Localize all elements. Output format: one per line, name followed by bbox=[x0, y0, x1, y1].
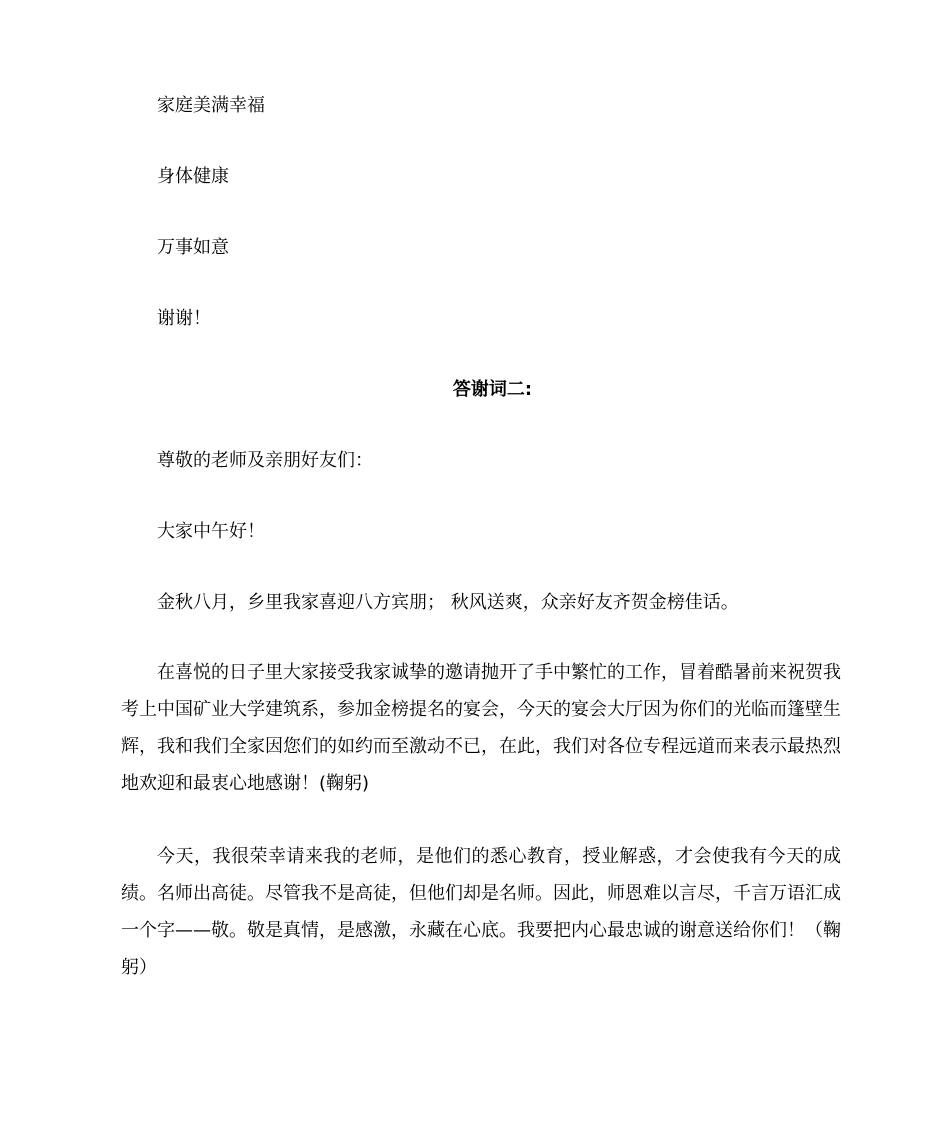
section-heading: 答谢词二: bbox=[452, 379, 533, 400]
closing-line-thanks: 谢谢！ bbox=[157, 308, 211, 329]
teacher-thanks-paragraph: 今天，我很荣幸请来我的老师，是他们的悉心教育，授业解惑，才会使我有今天的成绩。名师出高徒。尽管我不是高徒，但他们却是名师。因此，师恩难以言尽，千言万语汇成一个字——敬。敬是真情，是感激，永藏在心底。我要把内心最忠诚的谢意送给你们！（鞠躬） bbox=[121, 846, 841, 978]
welcome-paragraph: 在喜悦的日子里大家接受我家诚挚的邀请抛开了手中繁忙的工作，冒着酷暑前来祝贺我考上中国矿业大学建筑系，参加金榜提名的宴会，今天的宴会大厅因为你们的光临而篷壁生辉，我和我们全家因您们的如约而至激动不已，在此，我们对各位专程远道而来表示最热烈地欢迎和最衷心地感谢！(鞠躬) bbox=[121, 662, 841, 794]
greeting-line: 尊敬的老师及亲朋好友们： bbox=[157, 450, 373, 471]
salutation-line: 大家中午好！ bbox=[157, 521, 265, 542]
closing-line-health: 身体健康 bbox=[157, 166, 229, 187]
closing-line-wishes: 万事如意 bbox=[157, 237, 229, 258]
closing-line-happiness: 家庭美满幸福 bbox=[157, 95, 265, 116]
opening-paragraph: 金秋八月，乡里我家喜迎八方宾朋； 秋风送爽，众亲好友齐贺金榜佳话。 bbox=[157, 592, 739, 613]
